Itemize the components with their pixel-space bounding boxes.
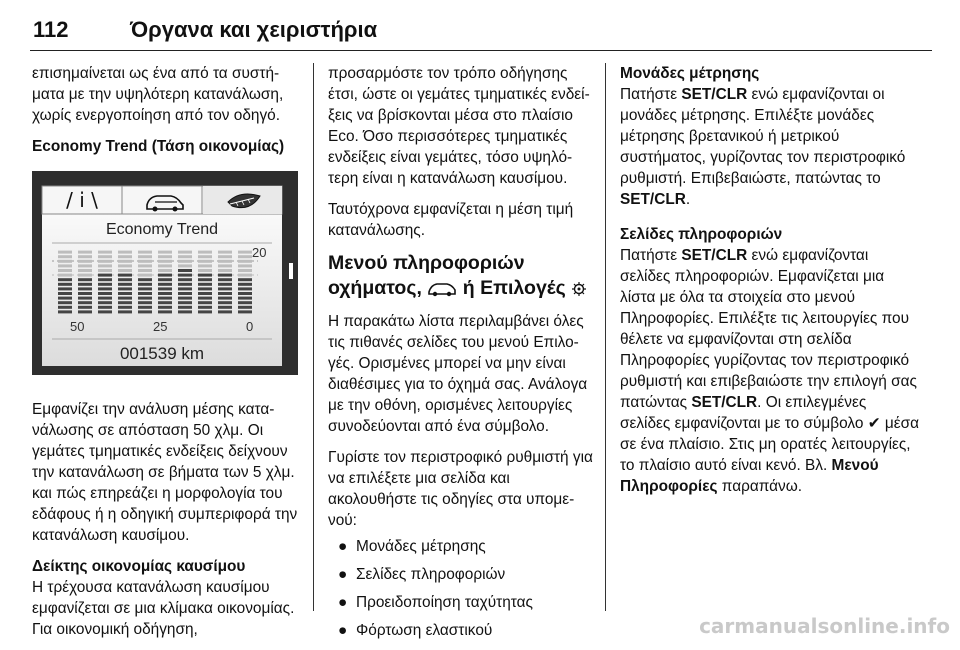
trend-bar-segment <box>58 310 72 313</box>
trend-bar-segment <box>118 292 132 295</box>
trend-bar-segment <box>98 264 112 267</box>
trend-bar-segment <box>98 310 112 313</box>
set-clr-label: SET/CLR <box>691 394 758 411</box>
trend-bar-segment <box>198 297 212 300</box>
display-title: Economy Trend <box>105 221 219 238</box>
trend-description: Εμφανίζει την ανάλυση μέσης κατανάλωσης σε απόσταση 50 χλμ. Οι γεμάτες τμηματικές ενδείξεις δείχνουν την κατανάλωση σε βήματα των 5 χλμ. και πώς επηρεάζει η μορφολογία του εδάφους ή η οδηγική συμπεριφορά την κατανάλωση καυσίμου. <box>32 401 298 544</box>
trend-bar-segment <box>218 274 232 277</box>
trend-bar-segment <box>198 306 212 309</box>
trend-bar-segment <box>58 306 72 309</box>
info-pages-heading: Σελίδες πληροφοριών <box>620 226 783 243</box>
fuel-economy-indicator-text: Η τρέχουσα κατανάλωση καυσίμου εμφανίζεται σε μια κλίμακα οικονομίας. Για οικονομική οδήγηση, <box>32 579 295 638</box>
trend-bar-segment <box>118 306 132 309</box>
trend-bar-segment <box>138 306 152 309</box>
trend-bar-segment <box>138 283 152 286</box>
trend-bar-segment <box>218 264 232 267</box>
bullet-icon: ● <box>338 566 348 583</box>
trend-bar-segment <box>158 297 172 300</box>
trend-bar-segment <box>58 297 72 300</box>
trend-bar-segment <box>138 297 152 300</box>
trend-bar-segment <box>158 292 172 295</box>
trend-bar-segment <box>138 287 152 290</box>
vehicle-info-menu-heading <box>328 251 596 301</box>
text-run: ενώ εμφανίζονται οι μονάδες μέτρησης. Επιλέξτε μονάδες μέτρησης βρετανικού ή μετρικού συστήματος, γυρίζοντας τον περιστροφικό ρυθμιστή. Επιβεβαιώστε, πατώντας το <box>620 86 906 187</box>
trend-bar-segment <box>218 306 232 309</box>
trend-bar-segment <box>98 274 112 277</box>
trend-bar-segment <box>98 260 112 263</box>
bullet-icon: ● <box>338 538 348 555</box>
trend-bar-segment <box>78 310 92 313</box>
list-item <box>328 589 596 617</box>
trend-bar-segment <box>98 269 112 272</box>
text-run: Πατήστε <box>620 86 682 103</box>
trend-bar-segment <box>58 278 72 281</box>
trend-bar-segment <box>78 274 92 277</box>
trend-bar-segment <box>218 292 232 295</box>
trend-bar-segment <box>198 278 212 281</box>
eco-paragraph: προσαρμόστε τον τρόπο οδήγησης έτσι, ώστε οι γεμάτες τμηματικές ενδείξεις να βρίσκονται μέσα στο πλαίσιο Eco. Όσο περισσότερες τμηματικές ενδείξεις είναι γεμάτες, τόσο υψηλότερη είναι η κατανάλωση καυσίμου. <box>328 65 590 187</box>
trend-bar-segment <box>178 287 192 290</box>
trend-bar-segment <box>78 292 92 295</box>
trend-bar-segment <box>198 269 212 272</box>
list-item <box>328 561 596 589</box>
trend-bar-segment <box>78 306 92 309</box>
trend-bar-segment <box>178 260 192 263</box>
trend-bar-segment <box>238 260 252 263</box>
trend-bar-segment <box>58 264 72 267</box>
list-item-label: Μονάδες μέτρησης <box>356 538 486 555</box>
text-run: μέσα σε ένα πλαίσιο. Στις μη ορατές λειτουργίες, το πλαίσιο αυτό είναι κενό. Βλ. <box>620 415 919 474</box>
trend-bar-segment <box>118 287 132 290</box>
trend-bar-segment <box>238 292 252 295</box>
trend-bar-segment <box>218 310 232 313</box>
trend-bar-segment <box>98 292 112 295</box>
list-item-label: Φόρτωση ελαστικού <box>356 622 493 639</box>
trend-bar-segment <box>218 251 232 254</box>
header-rule <box>30 50 932 51</box>
trend-bar-segment <box>178 283 192 286</box>
trend-bar-segment <box>158 278 172 281</box>
trend-bar-segment <box>238 301 252 304</box>
trend-bar-segment <box>238 297 252 300</box>
trend-bar-segment <box>218 283 232 286</box>
trend-bar-segment <box>198 310 212 313</box>
bullet-icon: ● <box>338 622 348 639</box>
trend-bar-segment <box>158 264 172 267</box>
scroll-indicator <box>289 263 293 279</box>
trend-bar-segment <box>58 283 72 286</box>
trend-bar-segment <box>118 283 132 286</box>
trend-bar-segment <box>118 278 132 281</box>
average-paragraph: Ταυτόχρονα εμφανίζεται η μέση τιμή κατανάλωσης. <box>328 201 574 239</box>
trend-bar-segment <box>118 297 132 300</box>
trend-bar-segment <box>118 310 132 313</box>
trend-bar-segment <box>138 255 152 258</box>
list-item-label: Σελίδες πληροφοριών <box>356 566 506 583</box>
select-page-paragraph: Γυρίστε τον περιστροφικό ρυθμιστή για να επιλέξετε μια σελίδα και ακολουθήστε τις οδηγίες στα υπομενού: <box>328 449 593 529</box>
trend-bar-segment <box>138 292 152 295</box>
trend-bar-segment <box>158 287 172 290</box>
column-divider <box>313 63 314 611</box>
list-item-label: Προειδοποίηση ταχύτητας <box>356 594 533 611</box>
trend-bar-segment <box>178 251 192 254</box>
trend-bar-segment <box>178 269 192 272</box>
trend-bar-segment <box>78 255 92 258</box>
trend-bar-segment <box>138 274 152 277</box>
trend-bar-segment <box>98 306 112 309</box>
trend-bar-segment <box>218 297 232 300</box>
trend-bar-segment <box>238 269 252 272</box>
trend-bar-segment <box>118 301 132 304</box>
list-item <box>328 533 596 561</box>
trend-bar-segment <box>198 292 212 295</box>
trend-bar-segment <box>178 301 192 304</box>
display-illustration <box>32 171 298 375</box>
trend-bar-segment <box>178 292 192 295</box>
text-run: . <box>685 191 691 208</box>
trend-bar-segment <box>158 269 172 272</box>
trend-bar-segment <box>198 274 212 277</box>
trend-bar-segment <box>118 251 132 254</box>
trend-bar-segment <box>238 287 252 290</box>
trend-bar-segment <box>178 274 192 277</box>
bullet-icon: ● <box>338 594 348 611</box>
checkmark-icon: ✔ <box>867 415 881 432</box>
list-item <box>328 617 596 645</box>
car-icon <box>427 280 457 298</box>
trend-bar-segment <box>98 301 112 304</box>
page-header <box>30 17 930 51</box>
info-menu-reference: Μενού Πληροφορίες <box>620 457 879 495</box>
trend-bar-segment <box>78 297 92 300</box>
text-run: Πατήστε <box>620 247 682 264</box>
trend-bar-segment <box>118 255 132 258</box>
trend-bar-segment <box>198 264 212 267</box>
trend-bar-segment <box>138 260 152 263</box>
trend-bar-segment <box>98 283 112 286</box>
text-run: ενώ εμφανίζονται σελίδες πληροφοριών. Εμφανίζεται μια λίστα με όλα τα στοιχεία στο μενού Πληροφορίες. Επιλέξτε τις λειτουργίες που θέλετε να εμφανίζονται στη σελίδα Πληροφορίες γυρίζοντας τον περιστροφικό ρυθμιστή και επιβεβαιώστε την επιλογή σας πατώντας <box>620 247 917 411</box>
trend-bar-segment <box>98 278 112 281</box>
trend-bar-segment <box>238 310 252 313</box>
trend-bar-segment <box>78 260 92 263</box>
trend-bar-segment <box>178 306 192 309</box>
page-number: 112 <box>33 17 69 42</box>
trend-bar-segment <box>138 264 152 267</box>
trend-bar-segment <box>218 260 232 263</box>
trend-bar-segment <box>158 310 172 313</box>
settings-gear-icon <box>571 281 587 297</box>
trend-bar-segment <box>198 251 212 254</box>
trend-bar-segment <box>158 255 172 258</box>
trend-bar-segment <box>118 269 132 272</box>
trend-bar-segment <box>58 269 72 272</box>
trend-bar-segment <box>198 301 212 304</box>
trend-bar-segment <box>178 255 192 258</box>
odometer-value: 001539 km <box>119 344 205 363</box>
trend-bar-segment <box>158 301 172 304</box>
trend-bar-segment <box>238 255 252 258</box>
trend-bar-segment <box>178 297 192 300</box>
trend-bar-segment <box>138 251 152 254</box>
x-tick-label: 50 <box>70 319 85 334</box>
trend-bar-segment <box>238 278 252 281</box>
trend-bar-segment <box>158 251 172 254</box>
column-1 <box>32 63 300 650</box>
text-run: παραπάνω. <box>717 478 803 495</box>
scale-top-label: 20 <box>252 245 267 260</box>
heading-line-2: οχήματος, <box>328 277 422 299</box>
x-tick-label: 25 <box>153 319 168 334</box>
info-pages-paragraph <box>620 245 920 497</box>
trend-bar-segment <box>58 287 72 290</box>
heading-line-1: Μενού πληροφοριών <box>328 252 525 274</box>
heading-line-3: ή Επιλογές <box>462 277 566 299</box>
trend-bar-segment <box>218 278 232 281</box>
trend-bar-segment <box>138 278 152 281</box>
trend-bar-segment <box>238 306 252 309</box>
economy-trend-display <box>32 171 298 375</box>
trend-bar-segment <box>78 251 92 254</box>
trend-bar-segment <box>238 274 252 277</box>
trend-bar-segment <box>58 292 72 295</box>
trend-bar-segment <box>78 269 92 272</box>
trend-bar-segment <box>58 260 72 263</box>
trend-bar-segment <box>178 264 192 267</box>
column-2 <box>328 63 596 645</box>
trend-bar-segment <box>218 269 232 272</box>
trend-bar-segment <box>158 274 172 277</box>
set-clr-label: SET/CLR <box>620 191 686 208</box>
trend-bar-segment <box>158 283 172 286</box>
trend-bar-segment <box>138 301 152 304</box>
trend-bar-segment <box>58 251 72 254</box>
trend-bar-segment <box>218 287 232 290</box>
trend-bar-segment <box>98 255 112 258</box>
fuel-economy-indicator-heading: Δείκτης οικονομίας καυσίμου <box>32 558 246 575</box>
trend-bar-segment <box>58 255 72 258</box>
trend-bar-segment <box>78 301 92 304</box>
trend-bar-segment <box>178 310 192 313</box>
trend-bar-segment <box>158 306 172 309</box>
column-divider <box>605 63 606 611</box>
economy-trend-heading: Economy Trend (Τάση οικονομίας) <box>32 138 285 155</box>
units-paragraph <box>620 84 920 210</box>
page-title: Όργανα και χειριστήρια <box>130 17 378 42</box>
trend-bar-segment <box>118 274 132 277</box>
watermark: carmanualsonline.info <box>699 614 950 638</box>
trend-bar-segment <box>198 287 212 290</box>
trend-bar-segment <box>158 260 172 263</box>
trend-bar-segment <box>98 251 112 254</box>
trend-bar-segment <box>198 283 212 286</box>
trend-bar-segment <box>98 287 112 290</box>
trend-bar-segment <box>138 310 152 313</box>
trend-bar-segment <box>198 260 212 263</box>
text-run: . Οι επιλεγμένες σελίδες εμφανίζονται με το σύμβολο <box>620 394 868 432</box>
trend-bar-segment <box>138 269 152 272</box>
trend-bar-segment <box>98 297 112 300</box>
intro-paragraph: επισημαίνεται ως ένα από τα συστήματα με την υψηλότερη κατανάλωση, χωρίς ενεργοποίηση από τον οδηγό. <box>32 65 284 124</box>
trend-bar-segment <box>78 287 92 290</box>
options-list-paragraph: Η παρακάτω λίστα περιλαμβάνει όλες τις πιθανές σελίδες του μενού Επιλογές. Ορισμένες μπορεί να μην είναι διαθέσιμες για το όχημά σας. Ανάλογα με την οθόνη, ορισμένες λειτουργίες συνοδεύονται από ένα σύμβολο. <box>328 313 588 435</box>
trend-bar-segment <box>78 278 92 281</box>
trend-bar-segment <box>78 283 92 286</box>
trend-bar-segment <box>178 278 192 281</box>
trend-bar-segment <box>118 264 132 267</box>
units-heading: Μονάδες μέτρησης <box>620 65 760 82</box>
trend-bar-segment <box>118 260 132 263</box>
trend-bar-segment <box>238 264 252 267</box>
trend-bar-segment <box>58 274 72 277</box>
trend-bar-segment <box>238 283 252 286</box>
submenu-list <box>328 533 596 645</box>
trend-bar-segment <box>58 301 72 304</box>
tab-road-info-label: / i \ <box>66 188 98 212</box>
trend-bar-segment <box>198 255 212 258</box>
trend-bar-segment <box>218 255 232 258</box>
set-clr-label: SET/CLR <box>681 247 748 264</box>
column-3 <box>620 63 920 507</box>
trend-bar-segment <box>238 251 252 254</box>
trend-bar-segment <box>78 264 92 267</box>
set-clr-label: SET/CLR <box>681 86 748 103</box>
trend-bar-segment <box>218 301 232 304</box>
x-tick-label: 0 <box>246 319 254 334</box>
